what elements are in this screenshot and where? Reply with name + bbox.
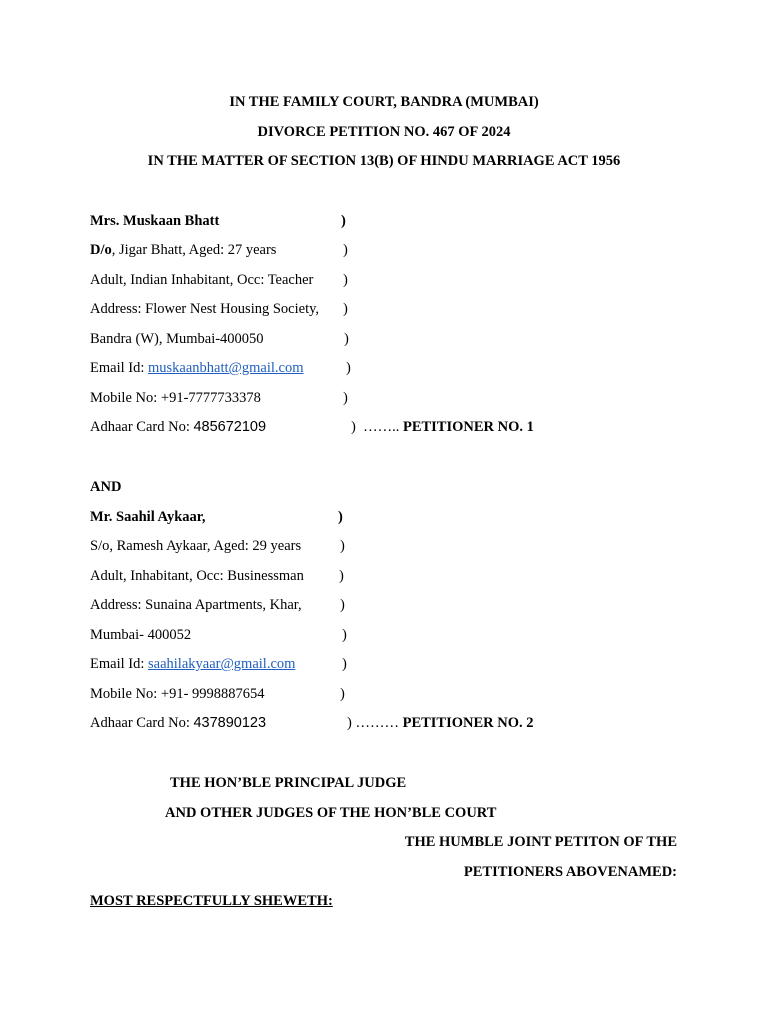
bracket: ) — [343, 242, 348, 258]
matter-title: IN THE MATTER OF SECTION 13(B) OF HINDU MARRIAGE ACT 1956 — [147, 153, 621, 169]
petitioner2-relation: S/o, Ramesh Aykaar, Aged: 29 years — [90, 538, 302, 554]
bracket: ) — [347, 715, 352, 731]
relation-text: , Jigar Bhatt, Aged: 27 years — [111, 242, 277, 258]
petitioner2-address-line2: Mumbai- 400052 — [90, 627, 192, 643]
bracket: ) — [343, 272, 348, 288]
bracket: ) — [340, 686, 345, 702]
petitioner2-aadhaar-number: 437890123 — [193, 715, 267, 731]
petitioner1-occupation: Adult, Indian Inhabitant, Occ: Teacher — [90, 272, 314, 288]
aadhaar-label: Adhaar Card No: — [90, 715, 194, 731]
petitioner1-aadhaar-number: 485672109 — [193, 419, 267, 435]
dots: ……… — [355, 715, 399, 731]
sheweth-heading: MOST RESPECTFULLY SHEWETH: — [90, 893, 333, 909]
relation-prefix: D/o — [90, 242, 112, 258]
petitioner1-email-link[interactable]: muskaanbhatt@gmail.com — [148, 360, 304, 376]
petitioner2-aadhaar-row — [90, 714, 266, 732]
bracket: ) — [338, 509, 343, 525]
petitioner1-aadhaar-row — [90, 418, 266, 436]
bracket: ) — [351, 419, 356, 435]
bracket: ) — [342, 656, 347, 672]
addressee-line2: AND OTHER JUDGES OF THE HON’BLE COURT — [165, 805, 497, 821]
dots: …….. — [363, 419, 400, 435]
petitioner1-mobile: Mobile No: +91-7777733378 — [90, 390, 261, 406]
petitioner2-address-line1: Address: Sunaina Apartments, Khar, — [90, 597, 302, 613]
petitioner2-name: Mr. Saahil Aykaar, — [90, 509, 206, 525]
petitioner2-role: PETITIONER NO. 2 — [402, 715, 534, 731]
petitioner1-address-line2: Bandra (W), Mumbai-400050 — [90, 331, 264, 347]
petition-intro-line2: PETITIONERS ABOVENAMED: — [463, 864, 677, 880]
email-label: Email Id: — [90, 656, 148, 672]
petitioner1-relation — [90, 241, 276, 259]
bracket: ) — [342, 627, 347, 643]
bracket: ) — [343, 390, 348, 406]
petitioner1-name: Mrs. Muskaan Bhatt — [90, 213, 220, 229]
petitioner2-occupation: Adult, Inhabitant, Occ: Businessman — [90, 568, 304, 584]
bracket: ) — [339, 568, 344, 584]
petitioner2-email-link[interactable]: saahilakyaar@gmail.com — [148, 656, 296, 672]
petition-intro-line1: THE HUMBLE JOINT PETITON OF THE — [404, 834, 677, 850]
petition-number: DIVORCE PETITION NO. 467 OF 2024 — [257, 124, 511, 140]
court-title: IN THE FAMILY COURT, BANDRA (MUMBAI) — [229, 94, 539, 110]
addressee-line1: THE HON’BLE PRINCIPAL JUDGE — [170, 775, 407, 791]
bracket: ) — [343, 301, 348, 317]
aadhaar-label: Adhaar Card No: — [90, 419, 194, 435]
bracket: ) — [346, 360, 351, 376]
petitioner2-email-row — [90, 655, 295, 673]
bracket: ) — [340, 538, 345, 554]
petitioner2-role-row — [347, 714, 534, 732]
bracket: ) — [340, 597, 345, 613]
and-separator: AND — [90, 479, 122, 495]
bracket: ) — [344, 331, 349, 347]
petitioner2-mobile: Mobile No: +91- 9998887654 — [90, 686, 265, 702]
bracket: ) — [341, 213, 346, 229]
email-label: Email Id: — [90, 360, 148, 376]
petitioner1-address-line1: Address: Flower Nest Housing Society, — [90, 301, 320, 317]
petitioner1-role: PETITIONER NO. 1 — [402, 419, 534, 435]
petitioner1-email-row — [90, 359, 304, 377]
petitioner1-role-row — [351, 418, 534, 436]
